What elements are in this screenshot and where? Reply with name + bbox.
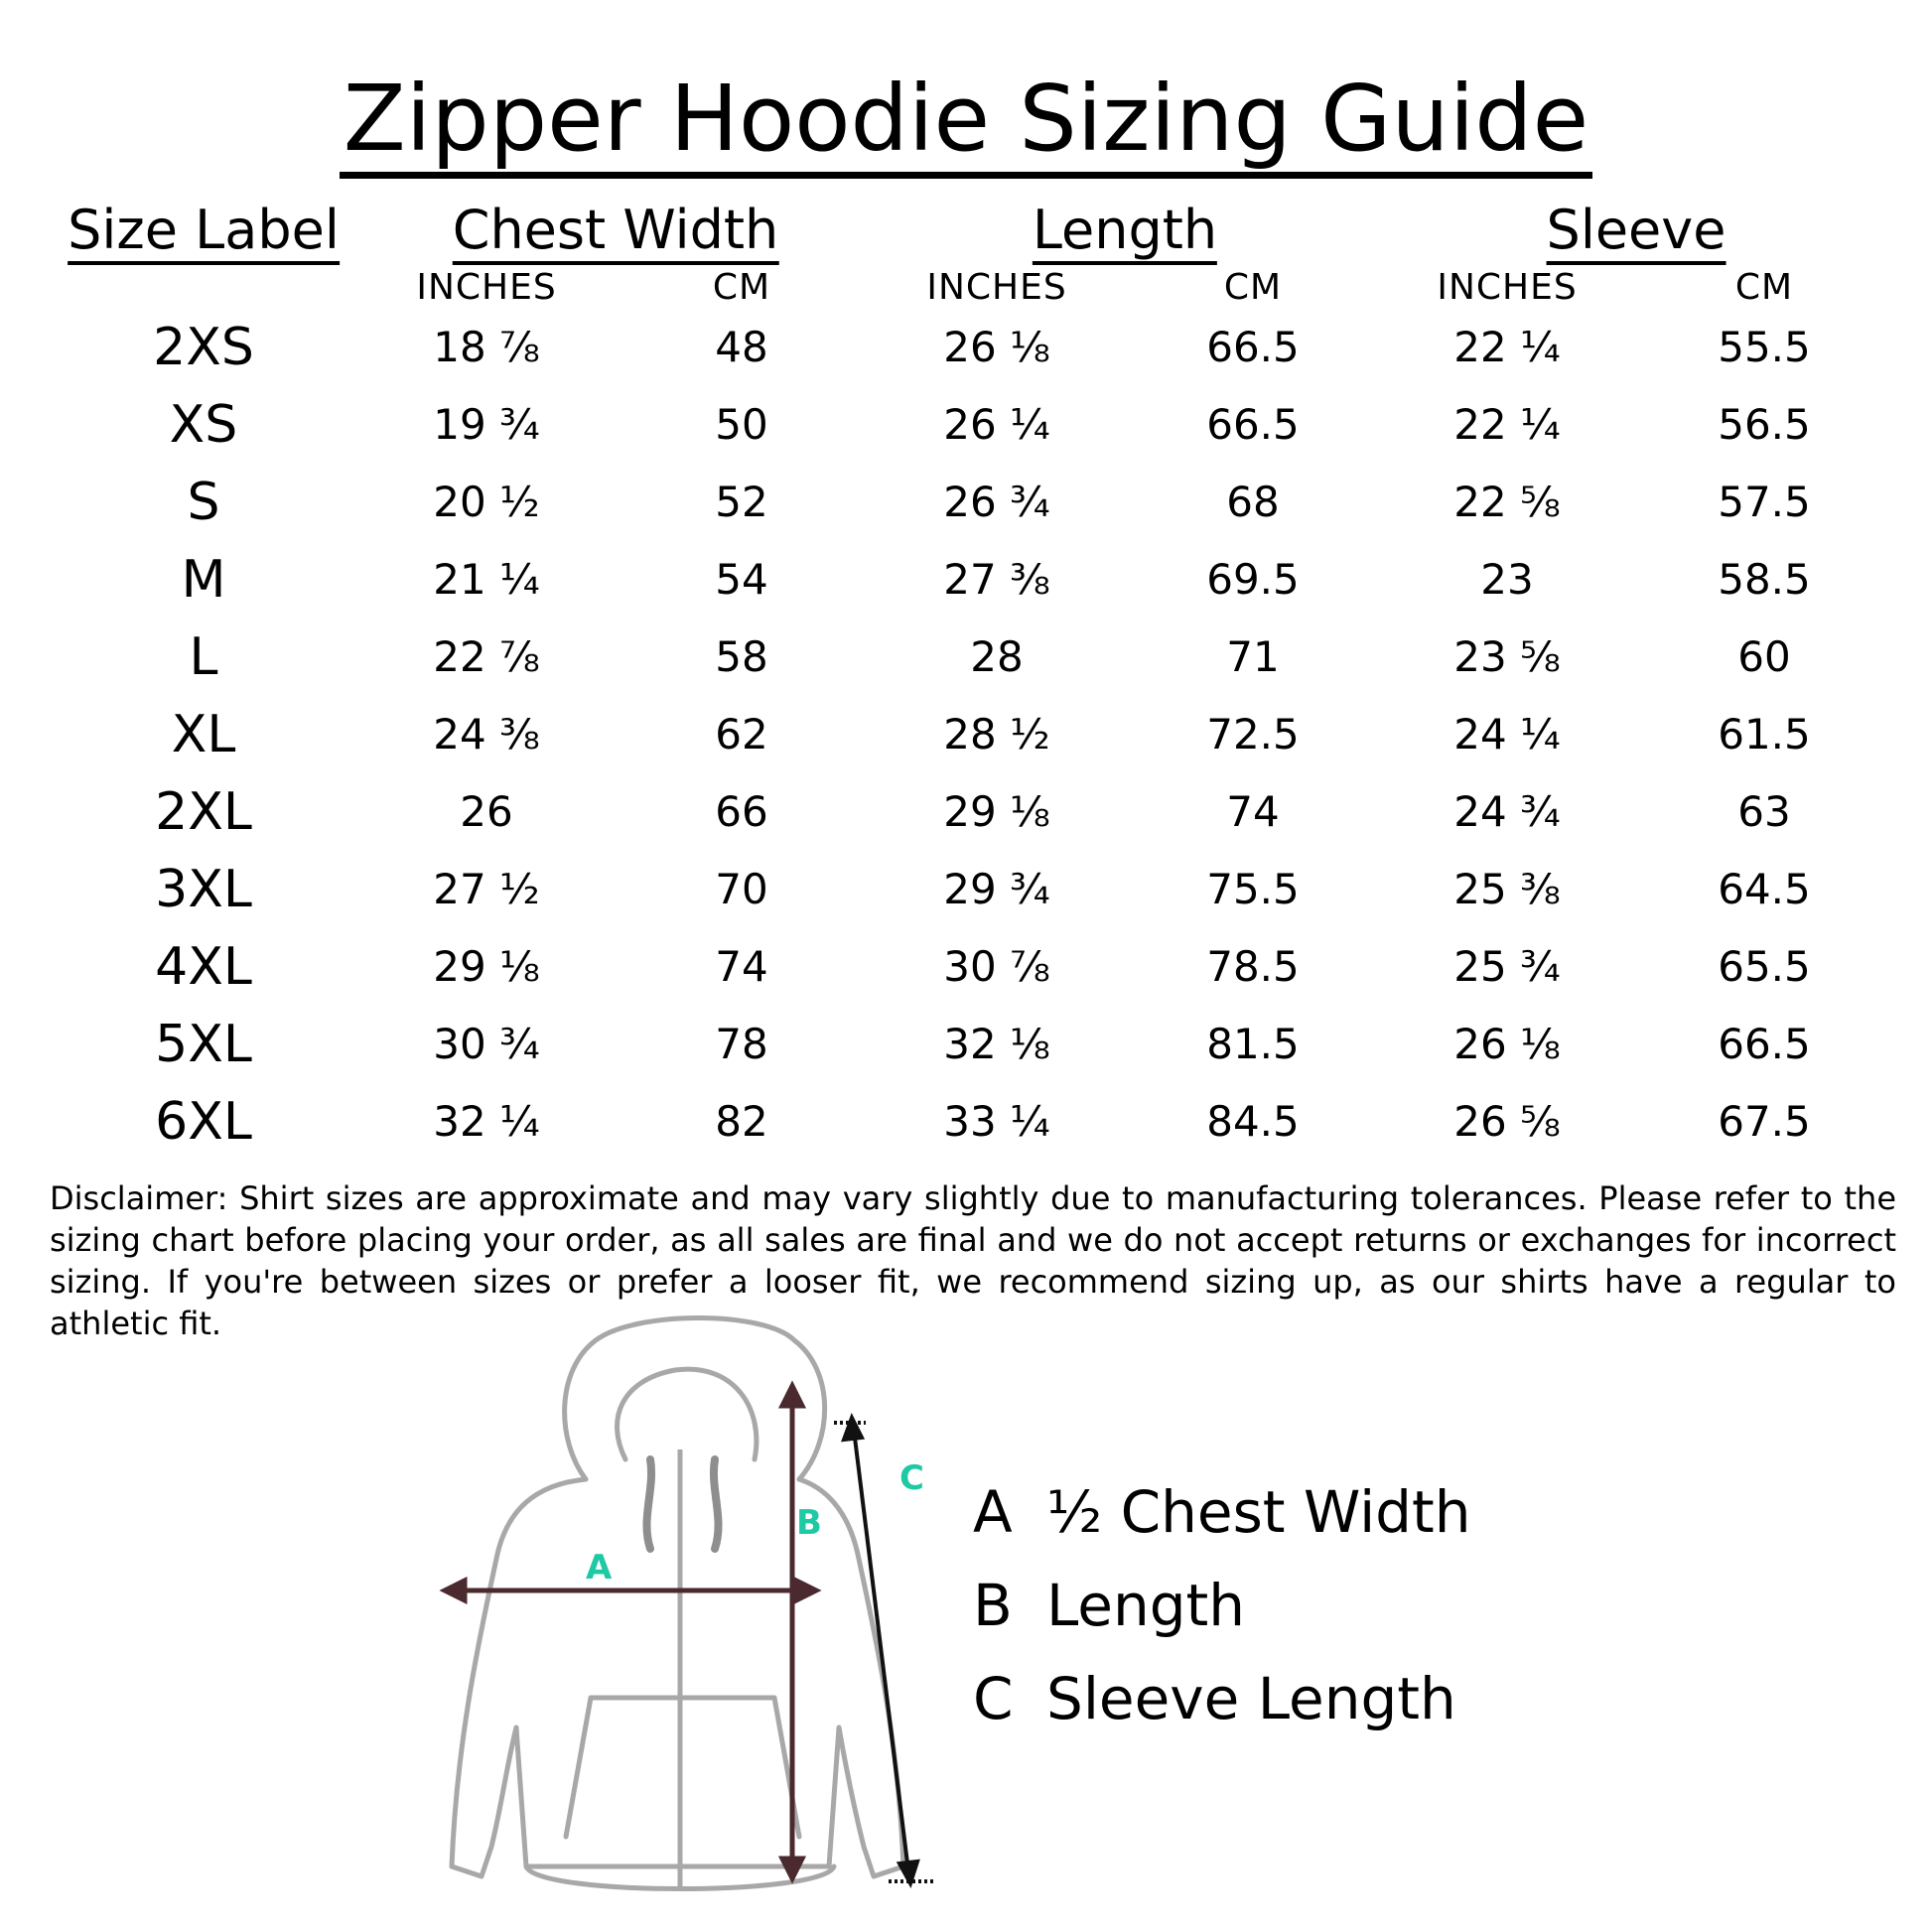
marker-c-label: C (899, 1458, 924, 1498)
length-cm-cell: 71 (1226, 632, 1280, 681)
sleeve-cm-header: CM (1734, 267, 1794, 308)
size-cell: M (181, 550, 226, 610)
chest-cm-cell: 78 (715, 1020, 768, 1068)
sleeve-inches-cell: 22 ⅝ (1453, 478, 1561, 526)
length-inches-cell: 28 ½ (943, 710, 1050, 759)
sleeve-inches-cell: 25 ¾ (1453, 942, 1561, 991)
chest-inches-cell: 19 ¾ (433, 400, 540, 449)
length-cm-cell: 66.5 (1206, 400, 1300, 449)
hoodie-hood-inner (618, 1369, 757, 1459)
length-inches-cell: 29 ¾ (943, 865, 1050, 913)
chest-cm-cell: 48 (715, 323, 768, 371)
measure-b-arrow (782, 1386, 802, 1878)
sleeve-inches-cell: 22 ¼ (1453, 400, 1561, 449)
hoodie-right-drawstring (714, 1459, 719, 1549)
chest-inches-cell: 22 ⅞ (433, 632, 540, 681)
size-cell: S (187, 473, 220, 532)
size-cell: 2XS (153, 318, 254, 377)
sleeve-inches-cell: 24 ¼ (1453, 710, 1561, 759)
legend-item-c: C Sleeve Length (973, 1665, 1456, 1732)
length-cm-cell: 74 (1226, 787, 1280, 836)
length-inches-cell: 26 ¾ (943, 478, 1050, 526)
sleeve-inches-cell: 26 ⅛ (1453, 1020, 1561, 1068)
page-title: Zipper Hoodie Sizing Guide (0, 69, 1932, 169)
legend-item-b: B Length (973, 1572, 1246, 1639)
length-inches-cell: 33 ¼ (943, 1097, 1050, 1146)
length-header: Length (1033, 199, 1217, 262)
chest-cm-cell: 62 (715, 710, 768, 759)
hoodie-left-drawstring (646, 1459, 651, 1549)
size-cell: 5XL (155, 1015, 252, 1074)
chest-inches-cell: 32 ¼ (433, 1097, 540, 1146)
chest-inches-cell: 29 ⅛ (433, 942, 540, 991)
sleeve-inches-cell: 22 ¼ (1453, 323, 1561, 371)
length-cm-header: CM (1223, 267, 1283, 308)
chest-inches-cell: 26 (460, 787, 513, 836)
sleeve-inches-cell: 23 (1480, 555, 1534, 604)
chest-inches-cell: 20 ½ (433, 478, 540, 526)
length-cm-cell: 72.5 (1206, 710, 1300, 759)
chest-inches-cell: 21 ¼ (433, 555, 540, 604)
legend-item-a: A ½ Chest Width (973, 1478, 1471, 1546)
sleeve-cm-cell: 55.5 (1718, 323, 1811, 371)
measure-a-arrow (445, 1581, 816, 1600)
chest-cm-cell: 54 (715, 555, 768, 604)
size-label-header: Size Label (68, 199, 340, 262)
chest-cm-cell: 52 (715, 478, 768, 526)
sleeve-header: Sleeve (1547, 199, 1726, 262)
chest-inches-cell: 24 ⅜ (433, 710, 540, 759)
size-cell: XS (169, 395, 238, 455)
sleeve-inches-cell: 23 ⅝ (1453, 632, 1561, 681)
size-cell: XL (171, 705, 236, 764)
chest-inches-cell: 30 ¾ (433, 1020, 540, 1068)
sleeve-cm-cell: 63 (1737, 787, 1791, 836)
sleeve-inches-cell: 26 ⅝ (1453, 1097, 1561, 1146)
chest-inches-header: INCHES (416, 267, 557, 308)
sleeve-cm-cell: 57.5 (1718, 478, 1811, 526)
sleeve-cm-cell: 66.5 (1718, 1020, 1811, 1068)
disclaimer-text: Disclaimer: Shirt sizes are approximate and may vary slightly due to manufacturing tolerances. Please refer to the sizing chart before placing your order, as all sales are final and we do not accept returns or exchanges for incorrect sizing. If you're between sizes or prefer a looser fit, we recommend sizing up, as our shirts have a regular to athletic fit. (50, 1179, 1896, 1342)
sleeve-cm-cell: 65.5 (1718, 942, 1811, 991)
size-cell: 3XL (155, 860, 252, 919)
chest-cm-cell: 50 (715, 400, 768, 449)
length-cm-cell: 84.5 (1206, 1097, 1300, 1146)
marker-a-label: A (586, 1548, 613, 1587)
length-cm-cell: 68 (1226, 478, 1280, 526)
sleeve-inches-header: INCHES (1437, 267, 1578, 308)
sleeve-cm-cell: 61.5 (1718, 710, 1811, 759)
size-cell: L (189, 627, 218, 687)
chest-inches-cell: 27 ½ (433, 865, 540, 913)
sleeve-cm-cell: 67.5 (1718, 1097, 1811, 1146)
length-inches-cell: 32 ⅛ (943, 1020, 1050, 1068)
sleeve-cm-cell: 60 (1737, 632, 1791, 681)
length-cm-cell: 69.5 (1206, 555, 1300, 604)
chest-cm-cell: 66 (715, 787, 768, 836)
length-cm-cell: 81.5 (1206, 1020, 1300, 1068)
size-cell: 2XL (155, 782, 252, 842)
length-cm-cell: 78.5 (1206, 942, 1300, 991)
chest-inches-cell: 18 ⅞ (433, 323, 540, 371)
chest-width-header: Chest Width (453, 199, 779, 262)
length-inches-cell: 26 ¼ (943, 400, 1050, 449)
sleeve-cm-cell: 64.5 (1718, 865, 1811, 913)
chest-cm-cell: 74 (715, 942, 768, 991)
length-inches-header: INCHES (926, 267, 1067, 308)
sleeve-inches-cell: 25 ⅜ (1453, 865, 1561, 913)
chest-cm-header: CM (712, 267, 771, 308)
marker-b-label: B (796, 1503, 822, 1543)
length-inches-cell: 26 ⅛ (943, 323, 1050, 371)
size-cell: 6XL (155, 1092, 252, 1152)
size-cell: 4XL (155, 937, 252, 997)
sleeve-inches-cell: 24 ¾ (1453, 787, 1561, 836)
length-inches-cell: 30 ⅞ (943, 942, 1050, 991)
sleeve-cm-cell: 56.5 (1718, 400, 1811, 449)
length-inches-cell: 29 ⅛ (943, 787, 1050, 836)
hoodie-diagram (437, 1311, 973, 1906)
length-inches-cell: 27 ⅜ (943, 555, 1050, 604)
chest-cm-cell: 58 (715, 632, 768, 681)
length-cm-cell: 75.5 (1206, 865, 1300, 913)
chest-cm-cell: 82 (715, 1097, 768, 1146)
sleeve-cm-cell: 58.5 (1718, 555, 1811, 604)
chest-cm-cell: 70 (715, 865, 768, 913)
length-inches-cell: 28 (970, 632, 1024, 681)
length-cm-cell: 66.5 (1206, 323, 1300, 371)
